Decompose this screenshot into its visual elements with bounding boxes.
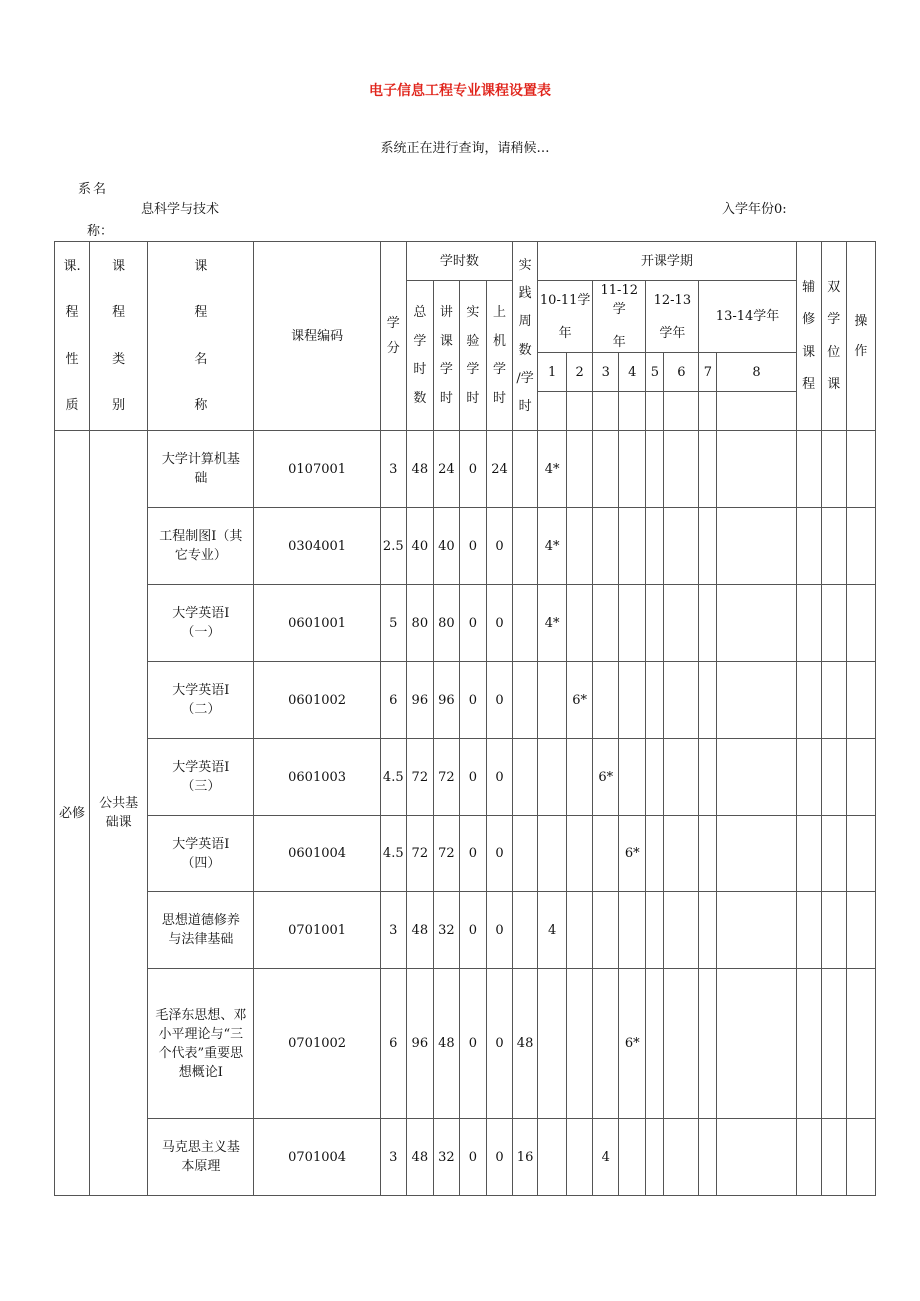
minor-course-cell bbox=[796, 892, 821, 969]
total-hours-cell: 48 bbox=[406, 892, 433, 969]
header-char: 操 bbox=[854, 313, 868, 329]
course-name-cell bbox=[148, 739, 254, 816]
course-code-cell: 0601002 bbox=[254, 662, 380, 739]
lab-hours-cell: 0 bbox=[459, 508, 486, 585]
header-char: 周 bbox=[518, 314, 532, 330]
category-line: 公共基 bbox=[99, 796, 139, 811]
header-hours: 学时数 bbox=[406, 242, 512, 281]
total-hours-cell: 96 bbox=[406, 662, 433, 739]
term-cell bbox=[538, 739, 567, 816]
lecture-hours-cell: 72 bbox=[433, 739, 459, 816]
department-value: 息科学与技术 bbox=[141, 202, 220, 217]
term-5: 5 bbox=[646, 353, 664, 392]
header-char: 时 bbox=[439, 390, 453, 406]
term-cell bbox=[699, 508, 717, 585]
category-line: 础课 bbox=[105, 815, 132, 830]
term-cell bbox=[699, 816, 717, 892]
action-cell bbox=[846, 892, 875, 969]
course-name-line: 大学英语I bbox=[172, 606, 230, 621]
term-cell bbox=[593, 508, 619, 585]
term-cell bbox=[646, 892, 664, 969]
term-cell bbox=[593, 816, 619, 892]
header-char: 分 bbox=[386, 341, 400, 356]
table-row bbox=[55, 1119, 876, 1196]
header-char: 课 bbox=[827, 377, 841, 393]
course-name-cell bbox=[148, 662, 254, 739]
term-cell bbox=[567, 431, 593, 508]
year-top-text: 12-13 bbox=[653, 292, 692, 308]
practice-cell bbox=[513, 662, 538, 739]
credit-cell: 2.5 bbox=[380, 508, 406, 585]
header-char: 上 bbox=[493, 305, 507, 321]
header-char: 双 bbox=[827, 279, 841, 295]
header-char: 课 bbox=[194, 259, 208, 275]
header-semesters: 开课学期 bbox=[538, 242, 797, 281]
header-char: 别 bbox=[112, 397, 126, 413]
header-year-12-13 bbox=[646, 281, 699, 353]
term-cell bbox=[538, 816, 567, 892]
lab-hours-cell: 0 bbox=[459, 892, 486, 969]
lab-hours-cell: 0 bbox=[459, 1119, 486, 1196]
lecture-hours-cell: 48 bbox=[433, 969, 459, 1119]
term-8: 8 bbox=[717, 353, 796, 392]
lecture-hours-cell: 24 bbox=[433, 431, 459, 508]
header-char: 机 bbox=[493, 333, 507, 349]
practice-cell bbox=[513, 585, 538, 662]
header-char: 学 bbox=[466, 362, 480, 378]
machine-hours-cell: 24 bbox=[486, 431, 512, 508]
header-minor-course bbox=[796, 242, 821, 431]
course-name-line: 马克思主义基 bbox=[161, 1140, 240, 1155]
practice-cell bbox=[513, 508, 538, 585]
term-cell bbox=[619, 739, 646, 816]
term-cell: 6* bbox=[619, 969, 646, 1119]
course-name-line: （四） bbox=[181, 855, 221, 871]
term-6: 6 bbox=[664, 353, 699, 392]
header-lab-hours bbox=[459, 281, 486, 431]
term-cell bbox=[664, 1119, 699, 1196]
header-char: 作 bbox=[854, 343, 868, 359]
header-char: 践 bbox=[518, 285, 532, 301]
header-char: 讲 bbox=[439, 305, 453, 321]
course-nature-cell: 必修 bbox=[55, 431, 90, 1196]
course-name-cell bbox=[148, 431, 254, 508]
year-top-text: 11-12 学 bbox=[600, 283, 638, 317]
minor-course-cell bbox=[796, 1119, 821, 1196]
department-label-bottom: 称： bbox=[87, 224, 114, 239]
minor-course-cell bbox=[796, 662, 821, 739]
lecture-hours-cell: 40 bbox=[433, 508, 459, 585]
action-cell bbox=[846, 816, 875, 892]
lab-hours-cell: 0 bbox=[459, 816, 486, 892]
header-char: 位 bbox=[827, 344, 841, 360]
term-cell bbox=[717, 816, 796, 892]
term-cell bbox=[699, 662, 717, 739]
header-char: 学 bbox=[386, 316, 400, 331]
course-code-cell: 0701001 bbox=[254, 892, 380, 969]
term-cell: 4* bbox=[538, 508, 567, 585]
term-cell bbox=[567, 585, 593, 662]
double-degree-cell bbox=[821, 508, 846, 585]
course-name-cell bbox=[148, 508, 254, 585]
enrollment-year-label: 入学年份0: bbox=[722, 202, 787, 217]
table-row bbox=[55, 585, 876, 662]
course-name-line: 与法律基础 bbox=[168, 932, 234, 947]
credit-cell: 6 bbox=[380, 662, 406, 739]
header-char: 程 bbox=[65, 305, 79, 321]
lab-hours-cell: 0 bbox=[459, 739, 486, 816]
header-char: 验 bbox=[466, 333, 480, 349]
table-row bbox=[55, 739, 876, 816]
course-name-line: 想概论I bbox=[178, 1064, 223, 1080]
course-name-line: （三） bbox=[181, 779, 221, 794]
lab-hours-cell: 0 bbox=[459, 662, 486, 739]
term-cell bbox=[664, 816, 699, 892]
year-top-text: 10-11学 bbox=[539, 292, 591, 308]
term-cell: 6* bbox=[619, 816, 646, 892]
course-code-cell: 0304001 bbox=[254, 508, 380, 585]
course-code-cell: 0107001 bbox=[254, 431, 380, 508]
credit-cell: 3 bbox=[380, 892, 406, 969]
table-row bbox=[55, 969, 876, 1119]
total-hours-cell: 80 bbox=[406, 585, 433, 662]
action-cell bbox=[846, 969, 875, 1119]
term-cell bbox=[619, 508, 646, 585]
header-char: 程 bbox=[112, 305, 126, 321]
term-cell bbox=[646, 508, 664, 585]
term-cell bbox=[619, 431, 646, 508]
header-char: 质 bbox=[65, 397, 79, 413]
header-char: 学 bbox=[439, 362, 453, 378]
action-cell bbox=[846, 585, 875, 662]
term-cell bbox=[619, 662, 646, 739]
action-cell bbox=[846, 739, 875, 816]
header-char: 实 bbox=[466, 305, 480, 321]
table-row bbox=[55, 662, 876, 739]
term-cell bbox=[567, 1119, 593, 1196]
minor-course-cell bbox=[796, 431, 821, 508]
double-degree-cell bbox=[821, 969, 846, 1119]
term-3: 3 bbox=[593, 353, 619, 392]
machine-hours-cell: 0 bbox=[486, 816, 512, 892]
term-cell bbox=[699, 739, 717, 816]
lab-hours-cell: 0 bbox=[459, 585, 486, 662]
term-cell bbox=[664, 739, 699, 816]
header-char: 名 bbox=[194, 351, 208, 367]
term-cell: 4 bbox=[593, 1119, 619, 1196]
term-cell bbox=[717, 662, 796, 739]
practice-cell bbox=[513, 739, 538, 816]
header-course-name bbox=[148, 242, 254, 431]
header-char: 数 bbox=[518, 342, 532, 358]
term-cell bbox=[646, 816, 664, 892]
term-cell: 6* bbox=[567, 662, 593, 739]
header-char: 类 bbox=[112, 351, 126, 367]
lecture-hours-cell: 32 bbox=[433, 892, 459, 969]
header-year-11-12 bbox=[593, 281, 646, 353]
term-cell bbox=[699, 1119, 717, 1196]
credit-cell: 3 bbox=[380, 431, 406, 508]
term-cell bbox=[699, 892, 717, 969]
term-4: 4 bbox=[619, 353, 646, 392]
year-bottom-text: 年 bbox=[612, 335, 626, 350]
credit-cell: 4.5 bbox=[380, 739, 406, 816]
table-row bbox=[55, 508, 876, 585]
header-year-13-14: 13-14学年 bbox=[699, 281, 796, 353]
course-name-line: 本原理 bbox=[181, 1159, 221, 1174]
double-degree-cell bbox=[821, 431, 846, 508]
table-header bbox=[55, 242, 876, 431]
term-2: 2 bbox=[567, 353, 593, 392]
machine-hours-cell: 0 bbox=[486, 508, 512, 585]
term-cell bbox=[646, 739, 664, 816]
term-cell bbox=[717, 892, 796, 969]
total-hours-cell: 48 bbox=[406, 1119, 433, 1196]
course-name-cell bbox=[148, 1119, 254, 1196]
header-char: 性 bbox=[65, 351, 79, 367]
header-char: 课 bbox=[802, 344, 816, 360]
course-code-cell: 0601004 bbox=[254, 816, 380, 892]
course-name-line: 大学英语I bbox=[172, 760, 230, 775]
term-cell bbox=[664, 508, 699, 585]
term-7: 7 bbox=[699, 353, 717, 392]
lecture-hours-cell: 96 bbox=[433, 662, 459, 739]
course-name-line: 思想道德修养 bbox=[161, 913, 240, 928]
table-row bbox=[55, 431, 876, 508]
term-cell bbox=[717, 739, 796, 816]
total-hours-cell: 72 bbox=[406, 739, 433, 816]
header-lecture-hours bbox=[433, 281, 459, 431]
course-code-cell: 0701004 bbox=[254, 1119, 380, 1196]
term-cell bbox=[646, 431, 664, 508]
term-cell bbox=[664, 892, 699, 969]
machine-hours-cell: 0 bbox=[486, 1119, 512, 1196]
double-degree-cell bbox=[821, 816, 846, 892]
header-double-degree bbox=[821, 242, 846, 431]
term-cell bbox=[646, 585, 664, 662]
term-cell bbox=[567, 969, 593, 1119]
minor-course-cell bbox=[796, 969, 821, 1119]
machine-hours-cell: 0 bbox=[486, 739, 512, 816]
double-degree-cell bbox=[821, 585, 846, 662]
term-cell bbox=[699, 431, 717, 508]
course-name-cell bbox=[148, 816, 254, 892]
double-degree-cell bbox=[821, 662, 846, 739]
course-name-line: 工程制图I（其 bbox=[159, 529, 243, 544]
course-name-line: 础 bbox=[194, 471, 208, 486]
lecture-hours-cell: 32 bbox=[433, 1119, 459, 1196]
header-char: 程 bbox=[802, 377, 816, 393]
header-total-hours bbox=[406, 281, 433, 431]
header-char: 修 bbox=[802, 312, 816, 328]
header-char: 课 bbox=[112, 259, 126, 275]
term-cell bbox=[717, 431, 796, 508]
course-code-cell: 0601001 bbox=[254, 585, 380, 662]
term-cell bbox=[593, 969, 619, 1119]
course-table bbox=[54, 241, 876, 1196]
course-name-cell bbox=[148, 585, 254, 662]
term-cell bbox=[593, 662, 619, 739]
page-title: 电子信息工程专业课程设置表 bbox=[369, 83, 551, 99]
table-body bbox=[55, 431, 876, 1196]
term-cell bbox=[664, 662, 699, 739]
course-category-cell bbox=[90, 431, 148, 1196]
term-cell bbox=[699, 969, 717, 1119]
header-course-category bbox=[90, 242, 148, 431]
practice-cell bbox=[513, 892, 538, 969]
term-cell bbox=[699, 585, 717, 662]
course-name-line: 大学英语I bbox=[172, 836, 230, 852]
lecture-hours-cell: 80 bbox=[433, 585, 459, 662]
machine-hours-cell: 0 bbox=[486, 662, 512, 739]
course-name-line: 小平理论与“三 bbox=[158, 1026, 244, 1042]
term-cell bbox=[717, 1119, 796, 1196]
query-status-text: 系统正在进行查询，请稍候… bbox=[380, 141, 550, 156]
total-hours-cell: 48 bbox=[406, 431, 433, 508]
total-hours-cell: 72 bbox=[406, 816, 433, 892]
term-cell bbox=[593, 892, 619, 969]
term-cell bbox=[593, 585, 619, 662]
term-cell: 4* bbox=[538, 431, 567, 508]
course-name-line: 个代表”重要思 bbox=[158, 1045, 244, 1061]
header-course-code: 课程编码 bbox=[254, 242, 380, 431]
lab-hours-cell: 0 bbox=[459, 969, 486, 1119]
course-name-line: 大学英语I bbox=[172, 683, 230, 698]
action-cell bbox=[846, 662, 875, 739]
machine-hours-cell: 0 bbox=[486, 969, 512, 1119]
action-cell bbox=[846, 1119, 875, 1196]
header-machine-hours bbox=[486, 281, 512, 431]
credit-cell: 4.5 bbox=[380, 816, 406, 892]
lecture-hours-cell: 72 bbox=[433, 816, 459, 892]
header-char: 程 bbox=[194, 305, 208, 321]
header-char: 时 bbox=[518, 399, 532, 415]
header-char: 实 bbox=[518, 257, 532, 273]
term-cell bbox=[538, 1119, 567, 1196]
header-char: 课. bbox=[63, 259, 81, 275]
term-cell: 4* bbox=[538, 585, 567, 662]
double-degree-cell bbox=[821, 892, 846, 969]
header-practice-weeks bbox=[513, 242, 538, 431]
year-bottom-text: 学年 bbox=[659, 325, 686, 341]
header-char: 总 bbox=[413, 305, 427, 321]
total-hours-cell: 96 bbox=[406, 969, 433, 1119]
header-char: 称 bbox=[194, 397, 208, 413]
header-char: 学 bbox=[413, 333, 427, 349]
term-cell bbox=[619, 585, 646, 662]
term-cell bbox=[717, 969, 796, 1119]
practice-cell: 48 bbox=[513, 969, 538, 1119]
header-char: 课 bbox=[439, 333, 453, 349]
term-cell bbox=[646, 662, 664, 739]
header-action bbox=[846, 242, 875, 431]
action-cell bbox=[846, 508, 875, 585]
course-name-line: 它专业） bbox=[174, 548, 227, 563]
term-cell bbox=[593, 431, 619, 508]
header-char: 时 bbox=[493, 390, 507, 406]
term-cell bbox=[567, 816, 593, 892]
department-label-top: 系名 bbox=[78, 182, 109, 197]
machine-hours-cell: 0 bbox=[486, 585, 512, 662]
table-row bbox=[55, 892, 876, 969]
credit-cell: 3 bbox=[380, 1119, 406, 1196]
term-cell bbox=[664, 969, 699, 1119]
table-row bbox=[55, 816, 876, 892]
course-name-line: 毛泽东思想、邓 bbox=[155, 1007, 247, 1023]
header-char: /学 bbox=[516, 370, 534, 386]
course-name-cell bbox=[148, 969, 254, 1119]
minor-course-cell bbox=[796, 816, 821, 892]
header-course-nature bbox=[55, 242, 90, 431]
credit-cell: 5 bbox=[380, 585, 406, 662]
course-code-cell: 0701002 bbox=[254, 969, 380, 1119]
double-degree-cell bbox=[821, 1119, 846, 1196]
header-char: 学 bbox=[493, 362, 507, 378]
term-cell bbox=[646, 1119, 664, 1196]
header-year-10-11 bbox=[538, 281, 593, 353]
course-name-line: （二） bbox=[181, 702, 221, 717]
total-hours-cell: 40 bbox=[406, 508, 433, 585]
minor-course-cell bbox=[796, 739, 821, 816]
course-code-cell: 0601003 bbox=[254, 739, 380, 816]
term-cell bbox=[567, 739, 593, 816]
header-char: 辅 bbox=[802, 279, 816, 295]
term-cell bbox=[664, 431, 699, 508]
header-char: 学 bbox=[827, 312, 841, 328]
course-name-line: （一） bbox=[181, 625, 221, 640]
lab-hours-cell: 0 bbox=[459, 431, 486, 508]
term-cell bbox=[567, 892, 593, 969]
action-cell bbox=[846, 431, 875, 508]
credit-cell: 6 bbox=[380, 969, 406, 1119]
header-char: 时 bbox=[413, 362, 427, 378]
practice-cell: 16 bbox=[513, 1119, 538, 1196]
header-char: 数 bbox=[413, 390, 427, 406]
minor-course-cell bbox=[796, 508, 821, 585]
term-cell bbox=[664, 585, 699, 662]
year-bottom-text: 年 bbox=[558, 325, 572, 341]
machine-hours-cell: 0 bbox=[486, 892, 512, 969]
term-cell: 6* bbox=[593, 739, 619, 816]
double-degree-cell bbox=[821, 739, 846, 816]
term-cell: 4 bbox=[538, 892, 567, 969]
header-credit bbox=[380, 242, 406, 431]
term-cell bbox=[567, 508, 593, 585]
course-name-cell bbox=[148, 892, 254, 969]
term-1: 1 bbox=[538, 353, 567, 392]
minor-course-cell bbox=[796, 585, 821, 662]
term-cell bbox=[646, 969, 664, 1119]
term-cell bbox=[717, 585, 796, 662]
term-cell bbox=[619, 892, 646, 969]
practice-cell bbox=[513, 816, 538, 892]
practice-cell bbox=[513, 431, 538, 508]
term-cell bbox=[538, 662, 567, 739]
header-char: 时 bbox=[466, 390, 480, 406]
term-cell bbox=[717, 508, 796, 585]
term-cell bbox=[619, 1119, 646, 1196]
term-cell bbox=[538, 969, 567, 1119]
course-name-line: 大学计算机基 bbox=[161, 452, 240, 467]
